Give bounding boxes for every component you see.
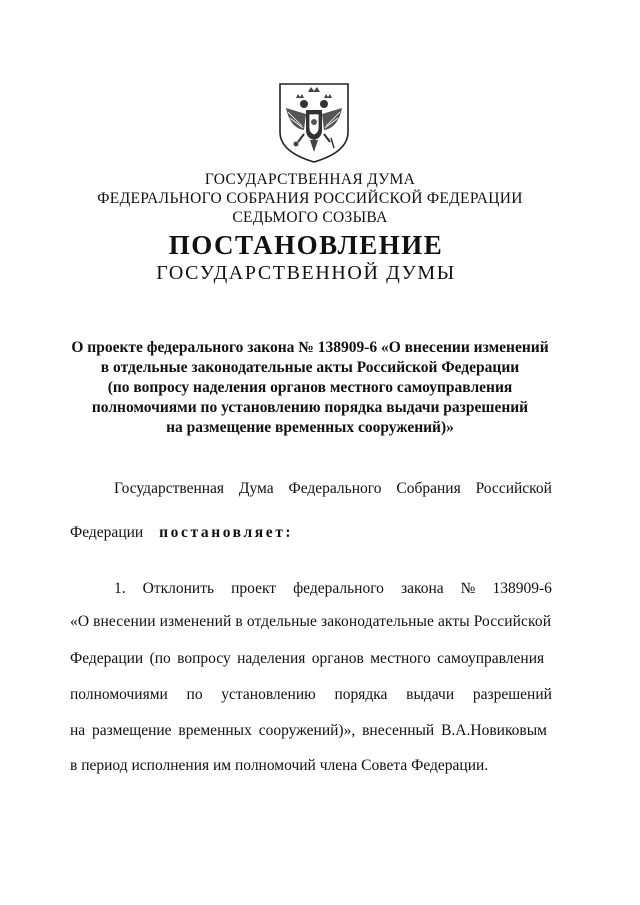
word: порядка — [334, 686, 388, 703]
subject-line: на размещение временных сооружений)» — [166, 419, 454, 436]
word: разрешений — [472, 686, 552, 703]
decree-subject — [0, 338, 620, 438]
coat-of-arms-icon — [274, 80, 354, 165]
subject-line: О проекте федерального закона № 138909-6 «О внесении изменений — [71, 339, 549, 356]
word: Российской — [475, 480, 552, 497]
subject-line: в отдельные законодательные акты Российской Федерации — [100, 359, 520, 376]
document-subtitle: ГОСУДАРСТВЕННОЙ ДУМЫ — [156, 262, 456, 284]
item1-line-2: «О внесении изменений в отдельные законодательные акты Российской — [70, 613, 552, 630]
word: Собрания — [396, 480, 461, 497]
header-line-2: ФЕДЕРАЛЬНОГО СОБРАНИЯ РОССИЙСКОЙ ФЕДЕРАЦИИ — [97, 190, 523, 207]
word: Дума — [238, 480, 274, 497]
word: полномочиями — [70, 686, 168, 703]
header-line-3: СЕДЬМОГО СОЗЫВА — [232, 209, 388, 226]
word: проект — [231, 580, 277, 597]
word: по — [186, 686, 203, 703]
item1-line-5: на размещение временных сооружений)», внесенный В.А.Новиковым — [70, 722, 547, 739]
bill-number: 138909-6 — [492, 580, 552, 597]
item1-line-1 — [114, 580, 552, 598]
word: Отклонить — [142, 580, 215, 597]
preamble-line-2 — [70, 524, 552, 542]
word: № — [460, 580, 476, 597]
document-title: ПОСТАНОВЛЕНИЕ — [168, 230, 444, 260]
word: Государственная — [114, 480, 225, 497]
subject-line: (по вопросу наделения органов местного самоуправления — [107, 379, 513, 396]
issuer-header — [0, 170, 620, 227]
word: закона — [400, 580, 444, 597]
word: Федерального — [288, 480, 382, 497]
item1-line-4 — [70, 686, 552, 704]
preamble-prefix: Федерации — [70, 524, 144, 541]
subject-line: полномочиями по установлению порядка выдачи разрешений — [91, 399, 529, 416]
item-number: 1. — [114, 580, 126, 597]
word: выдачи — [406, 686, 455, 703]
preamble-line-1 — [114, 480, 552, 498]
word: установлению — [221, 686, 316, 703]
item1-line-6: в период исполнения им полномочий члена Совета Федерации. — [70, 757, 489, 774]
word: федерального — [293, 580, 384, 597]
item1-line-3: Федерации (по вопросу наделения органов местного самоуправления — [70, 650, 545, 667]
header-line-1: ГОСУДАРСТВЕННАЯ ДУМА — [204, 171, 416, 188]
resolves-keyword: постановляет: — [159, 524, 294, 541]
